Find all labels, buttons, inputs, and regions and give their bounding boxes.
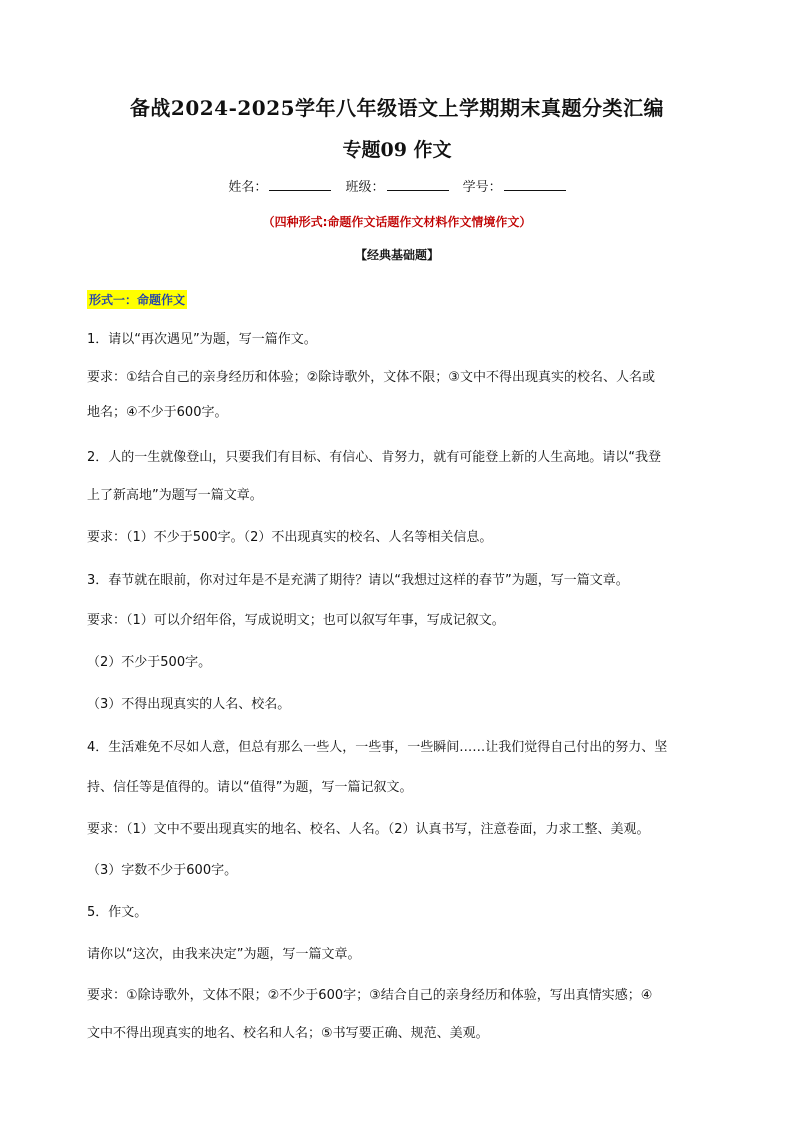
document-title: 备战2024-2025学年八年级语文上学期期末真题分类汇编 bbox=[129, 96, 665, 120]
class-label: 班级： bbox=[345, 180, 385, 195]
section-label-form-one: 形式一：命题作文 bbox=[87, 290, 187, 309]
composition-forms-note: （四种形式:命题作文话题作文材料作文情境作文） bbox=[262, 215, 532, 229]
question-3-prompt: 3．春节就在眼前，你对过年是不是充满了期待？请以“我想过这样的春节”为题，写一篇文章。 bbox=[87, 573, 629, 588]
class-field bbox=[345, 176, 448, 195]
name-label: 姓名： bbox=[228, 180, 268, 195]
question-1-requirements-cont: 地名；④不少于600字。 bbox=[87, 405, 228, 420]
question-4-requirements: 要求：（1）文中不要出现真实的地名、校名、人名。（2）认真书写，注意卷面，力求工整、美观。 bbox=[87, 822, 650, 837]
name-blank bbox=[269, 179, 331, 191]
question-2-prompt-cont: 上了新高地”为题写一篇文章。 bbox=[87, 488, 263, 503]
question-3-requirements: 要求：（1）可以介绍年俗，写成说明文；也可以叙写年事，写成记叙文。 bbox=[87, 613, 505, 628]
question-4-prompt-cont: 持、信任等是值得的。请以“值得”为题，写一篇记叙文。 bbox=[87, 780, 413, 795]
name-field bbox=[228, 176, 331, 195]
student-number-blank bbox=[504, 179, 566, 191]
question-1-prompt: 1．请以“再次遇见”为题，写一篇作文。 bbox=[87, 332, 317, 347]
question-2-prompt: 2．人的一生就像登山，只要我们有目标、有信心、肯努力，就有可能登上新的人生高地。请以“我登 bbox=[87, 450, 662, 465]
question-4-prompt: 4．生活难免不尽如人意，但总有那么一些人，一些事，一些瞬间……让我们觉得自己付出的努力、坚 bbox=[87, 740, 668, 755]
class-blank bbox=[387, 179, 449, 191]
question-1-requirements: 要求：①结合自己的亲身经历和体验；②除诗歌外，文体不限；③文中不得出现真实的校名、人名或 bbox=[87, 370, 655, 385]
classic-basic-heading: 【经典基础题】 bbox=[354, 248, 439, 262]
question-4-requirement-3: （3）字数不少于600字。 bbox=[87, 863, 238, 878]
question-2-requirements: 要求：（1）不少于500字。（2）不出现真实的校名、人名等相关信息。 bbox=[87, 530, 493, 545]
question-5-prompt: 请你以“这次，由我来决定”为题，写一篇文章。 bbox=[87, 947, 361, 962]
question-3-requirement-2: （2）不少于500字。 bbox=[87, 655, 212, 670]
question-5-requirements: 要求：①除诗歌外，文体不限；②不少于600字；③结合自己的亲身经历和体验，写出真情实感；④ bbox=[87, 988, 653, 1003]
student-number-field bbox=[463, 176, 566, 195]
question-5-heading: 5．作文。 bbox=[87, 905, 148, 920]
question-3-requirement-3: （3）不得出现真实的人名、校名。 bbox=[87, 697, 291, 712]
student-info-fields bbox=[0, 176, 794, 195]
student-number-label: 学号： bbox=[462, 180, 502, 195]
question-5-requirements-cont: 文中不得出现真实的地名、校名和人名；⑤书写要正确、规范、美观。 bbox=[87, 1026, 489, 1041]
topic-subtitle: 专题09 作文 bbox=[342, 139, 452, 161]
